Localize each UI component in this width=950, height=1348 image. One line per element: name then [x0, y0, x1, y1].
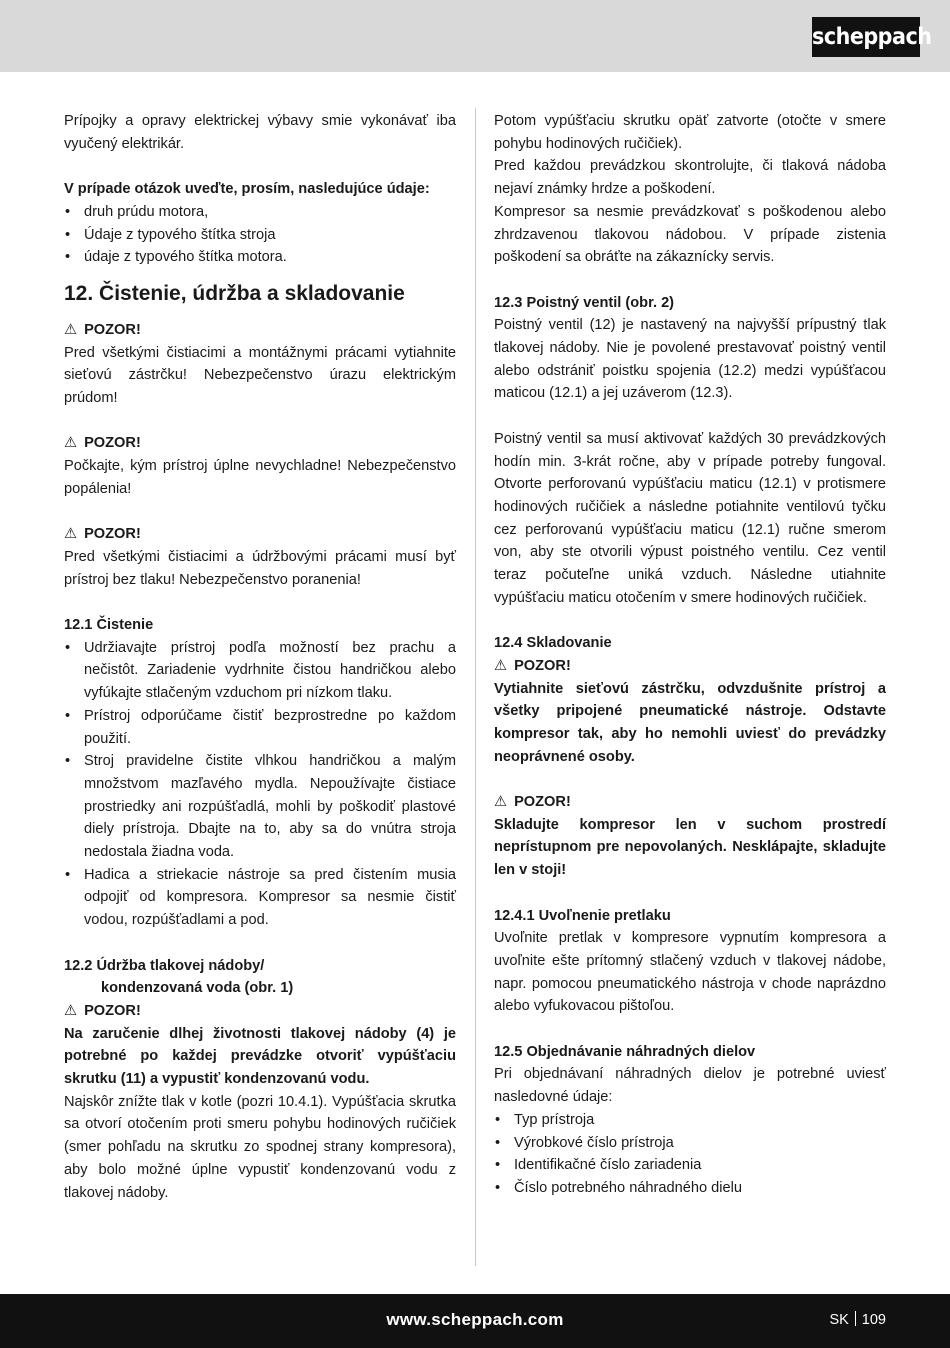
- questions-heading: V prípade otázok uveďte, prosím, nasledujúce údaje:: [64, 181, 430, 198]
- column-divider: [475, 108, 476, 1266]
- warning-label: ⚠ POZOR!: [64, 432, 456, 455]
- cleaning-list: [64, 637, 456, 932]
- list-item: • Hadica a striekacie nástroje sa pred čistením musia odpojiť od kompresora. Kompresor sa nesmie čistiť vodou, rozpúšťadlami a pod.: [64, 864, 456, 932]
- right-column: [494, 110, 886, 1200]
- questions-list: [64, 201, 456, 269]
- storage-heading: 12.4 Skladovanie: [494, 635, 612, 652]
- release-heading: 12.4.1 Uvoľnenie pretlaku: [494, 907, 671, 924]
- warning-icon: ⚠: [64, 321, 78, 338]
- paragraph: Kompresor sa nesmie prevádzkovať s poškodenou alebo zhrdzavenou tlakovou nádobou. V prípade zistenia poškodení sa obráťte na zákaznícky servis.: [494, 203, 886, 266]
- brand-logo: scheppach: [812, 17, 920, 57]
- warning-text: Pred všetkými čistiacimi a údržbovými prácami musí byť prístroj bez tlaku! Nebezpečenstvo poranenia!: [64, 548, 456, 588]
- list-item: • Typ prístroja: [494, 1109, 886, 1132]
- warning-icon: ⚠: [64, 435, 78, 452]
- language-code: SK: [829, 1312, 849, 1328]
- maintenance-subheading: kondenzovaná voda (obr. 1): [101, 980, 294, 997]
- paragraph: Uvoľnite pretlak v kompresore vypnutím kompresora a uvoľnite ešte prítomný stlačený vzduch v tlakovej nádobe, napr. pomocou pneumatického nástroja v chode naprázdno alebo vyfukovacou pištoľou.: [494, 930, 886, 1015]
- list-item: • Číslo potrebného náhradného dielu: [494, 1177, 886, 1200]
- list-item: • druh prúdu motora,: [64, 201, 456, 224]
- paragraph: Pred každou prevádzkou skontrolujte, či tlaková nádoba nejaví známky hrdze a poškodení.: [494, 158, 886, 198]
- warning-label: ⚠ POZOR!: [64, 1000, 456, 1023]
- list-item: • Udržiavajte prístroj podľa možností bez prachu a nečistôt. Zariadenie vydrhnite čistou handričkou alebo vyfúkajte stlačeným vzduchom pri nízkom tlaku.: [64, 637, 456, 705]
- valve-heading: 12.3 Poistný ventil (obr. 2): [494, 294, 675, 311]
- warning-label: ⚠ POZOR!: [494, 655, 886, 678]
- header-bar: [0, 0, 950, 72]
- paragraph: Potom vypúšťaciu skrutku opäť zatvorte (otočte v smere pohybu hodinových ručičiek).: [494, 113, 886, 152]
- storage-warning-text: Skladujte kompresor len v suchom prostredí neprístupnom pre nepovolaných. Nesklápajte, skladujte len v stoji!: [494, 816, 886, 879]
- footer-bar: [0, 1294, 950, 1348]
- list-item: • údaje z typového štítka motora.: [64, 246, 456, 269]
- left-column: [64, 110, 456, 1204]
- warning-text: Počkajte, kým prístroj úplne nevychladne! Nebezpečenstvo popálenia!: [64, 458, 456, 497]
- warning-label: ⚠ POZOR!: [64, 319, 456, 342]
- list-item: • Identifikačné číslo zariadenia: [494, 1154, 886, 1177]
- warning-label: ⚠ POZOR!: [64, 523, 456, 546]
- warning-label: ⚠ POZOR!: [494, 791, 886, 814]
- page-number: [829, 1311, 886, 1328]
- paragraph: Poistný ventil (12) je nastavený na najvyšší prípustný tlak tlakovej nádoby. Nie je povolené prestavovať poistný ventil alebo odstrániť poistku spojenia (12.2) medzi vypúšťacou maticou (12.1) a jej uzáverom (12.3).: [494, 317, 886, 402]
- warning-text: Pred všetkými čistiacimi a montážnymi prácami vytiahnite sieťovú zástrčku! Nebezpečenstvo úrazu elektrickým prúdom!: [64, 344, 456, 407]
- intro-paragraph: Prípojky a opravy elektrickej výbavy smie vykonávať iba vyučený elektrikár.: [64, 113, 456, 152]
- warning-icon: ⚠: [64, 526, 78, 543]
- storage-warning-text: Vytiahnite sieťovú zástrčku, odvzdušnite prístroj a všetky pripojené pneumatické nástroje. Odstavte kompresor tak, aby ho nemohli uviesť do prevádzky neoprávnené osoby.: [494, 680, 886, 765]
- parts-heading: 12.5 Objednávanie náhradných dielov: [494, 1043, 756, 1060]
- maintenance-heading: 12.2 Údržba tlakovej nádoby/: [64, 957, 265, 974]
- warning-icon: ⚠: [494, 657, 508, 674]
- paragraph: Poistný ventil sa musí aktivovať každých 30 prevádzkových hodín min. 3-krát ročne, aby v prípade potreby fungoval. Otvorte perforovanú vypúšťaciu maticu (12.1) v protismere hodinových ručičiek a následne potiahnite ventilovú tyčku cez perforovanú vypúšťaciu maticu (12.1) ručne smerom von, aby ste otvorili výpust poistného ventilu. Cez ventil teraz počuteľne uniká vzduch. Následne utiahnite vypúšťaciu maticu otočením v smere hodinových ručičiek.: [494, 430, 886, 606]
- list-item: • Výrobkové číslo prístroja: [494, 1132, 886, 1155]
- warning-icon: ⚠: [494, 794, 508, 811]
- maintenance-text: Najskôr znížte tlak v kotle (pozri 10.4.1). Vypúšťacia skrutka sa otvorí otočením proti smeru pohybu hodinových ručičiek (smer pohľadu na skrutku zo spodnej strany kompresora), aby bolo možné úplne vypustiť kondenzovanú vodu z tlakovej nádoby.: [64, 1093, 456, 1201]
- warning-icon: ⚠: [64, 1002, 78, 1019]
- list-item: • Prístroj odporúčame čistiť bezprostredne po každom použití.: [64, 705, 456, 750]
- page-number-value: 109: [861, 1312, 886, 1328]
- maintenance-warning-text: Na zaručenie dlhej životnosti tlakovej nádoby (4) je potrebné po každej prevádzke otvoriť vypúšťaciu skrutku (11) a vypustiť kondenzovanú vodu.: [64, 1025, 456, 1088]
- footer-url-link[interactable]: www.scheppach.com: [386, 1310, 564, 1329]
- list-item: • Údaje z typového štítka stroja: [64, 224, 456, 247]
- list-item: • Stroj pravidelne čistite vlhkou handričkou a malým množstvom mazľavého mydla. Nepoužívajte čistiace prostriedky ani rozpúšťadlá, mohli by poškodiť plastové diely prístroja. Dbajte na to, aby sa do vnútra stroja nedostala žiadna voda.: [64, 750, 456, 864]
- parts-list: [494, 1109, 886, 1200]
- cleaning-heading: 12.1 Čistenie: [64, 617, 154, 633]
- section-title: 12. Čistenie, údržba a skladovanie: [64, 281, 405, 305]
- paragraph: Pri objednávaní náhradných dielov je potrebné uviesť nasledovné údaje:: [494, 1066, 886, 1106]
- divider: [855, 1311, 856, 1326]
